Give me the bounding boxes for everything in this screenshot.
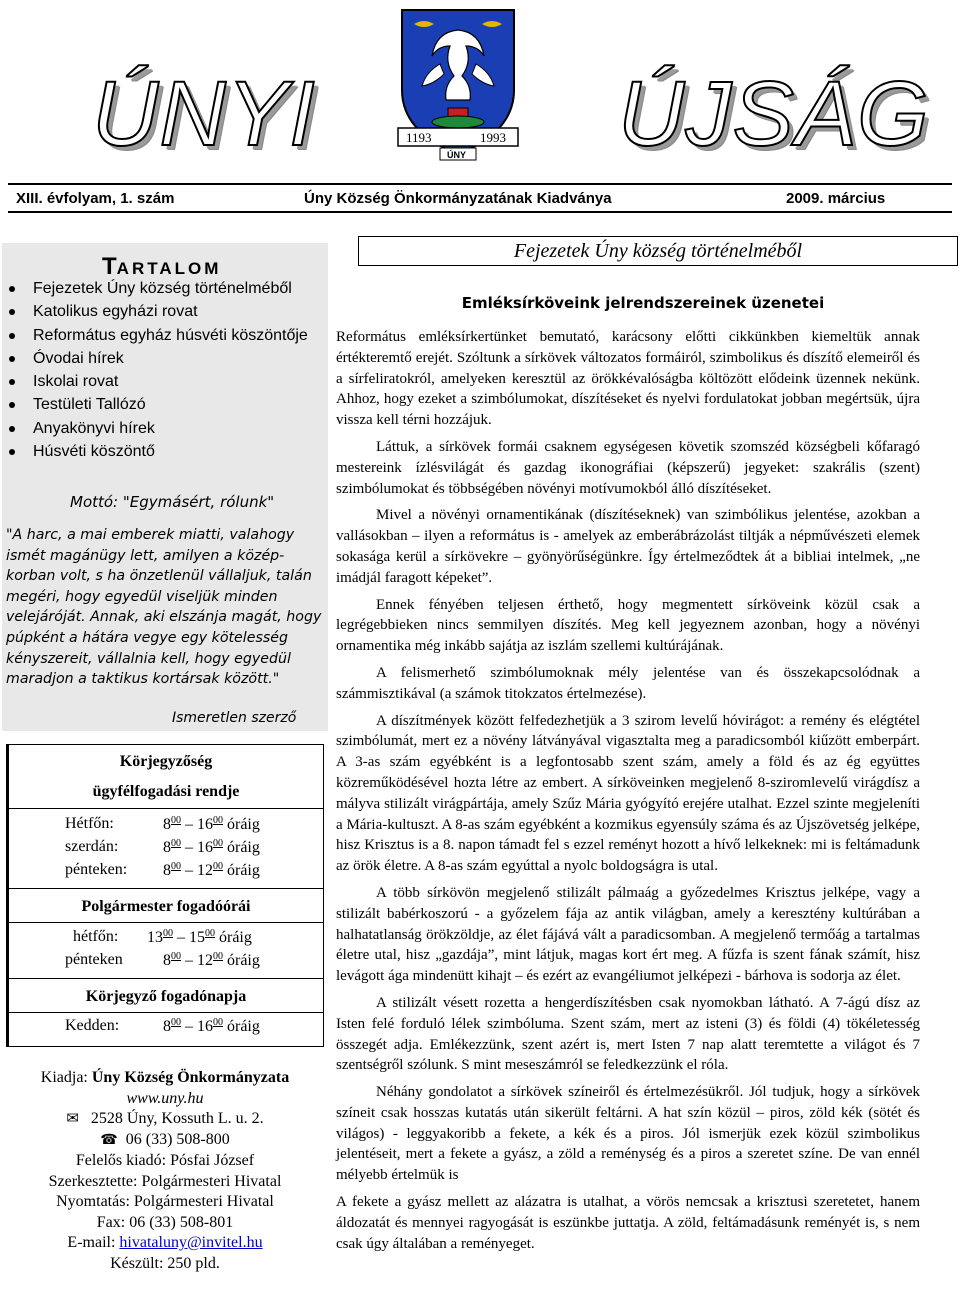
crest-year-left: 1193 — [406, 130, 432, 145]
imprint — [6, 1068, 324, 1274]
imprint-fax: Fax: 06 (33) 508-801 — [96, 1213, 234, 1231]
hours-row: Kedden: $8^{00} - 16^{00}$ óráig — [65, 1017, 260, 1035]
hours-row: pénteken: $8^{00} - 12^{00}$ óráig — [65, 861, 260, 879]
office-hours-box — [6, 744, 324, 1047]
article-body — [336, 327, 950, 1260]
phone-icon: ☎ — [100, 1132, 118, 1148]
issue-volume: XIII. évfolyam, 1. szám — [16, 190, 175, 207]
toc-item[interactable]: Anyakönyvi hírek — [6, 417, 308, 440]
table-of-contents-panel — [2, 243, 328, 731]
crest-year-right: 1993 — [480, 130, 506, 145]
toc-item[interactable]: Református egyház húsvéti köszöntője — [6, 324, 308, 347]
article-paragraph: Református emléksírkertünket bemutató, karácsony előtti cikkünkben kiemeltük annak értékteremtő erejét. Szóltunk a sírkövek változatos formáiról, szimbolikus és díszítő elemeiről és a sírfeliratokról, amelyeken keresztül az örökkévalóságba költözött elődeink üzennek nekünk. Ahhoz, hogy ezeket a szimbólumokat, díszítéseket és nyelvi fordulatokat jobban megértsük, újra vissza kell térni hozzájuk. — [336, 329, 920, 429]
motto-label: Mottó: "Egymásért, rólunk" — [70, 493, 275, 511]
email-link[interactable]: hivataluny@invitel.hu — [119, 1234, 263, 1251]
toc-item[interactable]: Fejezetek Úny község történelméből — [6, 277, 308, 300]
notary-subtitle: ügyfélfogadási rendje — [92, 783, 240, 800]
envelope-icon: ✉ — [66, 1111, 79, 1127]
hours-row: pénteken $8^{00} - 12^{00}$ óráig — [65, 951, 260, 969]
toc-item[interactable]: Iskolai rovat — [6, 370, 308, 393]
article-title: Emléksírköveink jelrendszereinek üzenetei — [461, 294, 825, 312]
imprint-address: ✉ 2528 Úny, Kossuth L. u. 2. — [66, 1110, 264, 1127]
issue-date: 2009. március — [786, 190, 886, 207]
article-paragraph: A felismerhető szimbólumoknak mély jelentése van és összekapcsolódnak a számmisztikával (a számok titokzatos értelmezése). — [336, 664, 920, 702]
motto-quote: "A harc, a mai emberek miatti, valahogy ismét magánügy lett, amilyen a közép-korban volt, s ha önzetlenül vállaljuk, talán megéri, hogy egyedül viseljük minden velejáróját. Annak, aki elszánja magát, hogy púpként a hátára vegye egy kötelesség kényszereit, vállalnia kell, hogy egyedül maradjon a taktikus kortársak között." — [6, 527, 322, 688]
imprint-copies: Készült: 250 pld. — [110, 1254, 220, 1272]
imprint-email: E-mail: hivataluny@invitel.hu — [67, 1234, 263, 1251]
article-paragraph: Mivel a növényi ornamentikának (díszítéseknek) van szimbólikus jelentése, azokban a vallásokban – ilyen a református is - amelyek az emberábrázolást tiltják a népművészeti elemek sokasága kerül a sírkövekre – gyönyörűségünkre. Így értelmeződtek át a bibliai intelmek, „ne imádjál faragott képeket”. — [336, 507, 920, 586]
toc-item[interactable]: Testületi Tallózó — [6, 393, 308, 416]
article-paragraph: A stilizált vésett rozetta a hengerdíszítésben csak nyomokban látható. A 7-ágú dísz az Isten felé forduló lélek szimbóluma. Szent szám, mert az isteni (3) és földi (4) tökéletesség összegét adja. Emlékezzünk, szent azért is, mert Isten 7 nap alatt teremtette a világot és 7 szentségről szólunk. S mint meseszámról se feledkezzünk el róla. — [336, 994, 920, 1074]
toc-heading: TARTALOM — [102, 253, 222, 280]
village-crest-icon — [394, 4, 522, 162]
imprint-website[interactable]: www.uny.hu — [126, 1089, 204, 1107]
imprint-edited-by: Szerkesztette: Polgármesteri Hivatal — [48, 1172, 282, 1190]
quote-author: Ismeretlen szerző — [172, 710, 297, 726]
article-paragraph: Néhány gondolatot a sírkövek színeiről és értelmezésükről. Jól tudjuk, hogy a sírkövek színeit csak hosszas kutatás után sikerült feltárni. A hat szín közül – piros, zöld kék (sötét és világos) - leggyakoribb a fekete, a kék és a piros. Jól ismerjük ezek közül szimbolikus jelentéseit, mert a fekete a gyász, a zöld a reménység és a piros a szeretet színe. De van ennél mélyebb értelmük is — [336, 1084, 920, 1184]
article-paragraph: Ennek fényében teljesen érthető, hogy megmentett sírköveink közül csak a legrégebbieken nincs semmilyen díszítés. Meg kell jegyeznem azonban, hogy a növényi ornamentika még inkább sajátja az iszlám szellemi kultúrájának. — [336, 596, 920, 655]
imprint-publisher: Kiadja: Úny Község Önkormányzata — [40, 1069, 290, 1086]
crest-banner: ÚNY — [447, 150, 467, 160]
toc-list — [6, 277, 308, 463]
toc-item[interactable]: Katolikus egyházi rovat — [6, 300, 308, 323]
newspaper-title-left: ÚNYI — [92, 63, 316, 165]
article-paragraph: A fekete a gyász mellett az alázatra is utalhat, a vörös nemcsak a krisztusi szeretetet, hanem áldozatát és mennyei ragyogását is eszünkbe juttatja. A zöld, feltámadásunk reményét is, s nem csak úgy általában a reményeget. — [336, 1194, 920, 1252]
issue-info-bar — [8, 183, 952, 213]
imprint-phone: ☎ 06 (33) 508-800 — [100, 1130, 230, 1148]
newspaper-title-right: ÚJSÁG — [618, 63, 930, 165]
notary-reception-title: Körjegyző fogadónapja — [85, 988, 247, 1005]
article-paragraph: A díszítmények között felfedezhetjük a 3 szirom levelű hóvirágot: a remény és elégtétel szimbólumát, mert ez a növény látványával vigasztalta meg a paradicsomból kiűzött emberpárt. A 3-as szám egyébként is a legfontosabb szent szám, amely a föld és az ég együttes közreműködésével hozta létre az embert. A sírköveinken megjelenő 8-sziromlevelű virágdísz a mályva stilizált virágpártája, amely Szűz Mária gyógyító erejére utalhat. Ezzel szinte megjeleníti a Mária-kultuszt. A 8-as szám egyébként a kozmikus egyensúly száma és az Újszövetség jelképe, hisz Krisztus is a 8. napon támadt fel s ezzel reményt hozott a hívő lelkeknek: mi is feltámadunk az örök életre. A 8-as szám egyúttal a nyolc boldogságra is utal. — [336, 712, 920, 875]
mayor-hours-title: Polgármester fogadóórái — [81, 898, 251, 915]
imprint-printed-by: Nyomtatás: Polgármesteri Hivatal — [56, 1193, 274, 1210]
notary-title: Körjegyzőség — [119, 753, 213, 770]
imprint-editor: Felelős kiadó: Pósfai József — [75, 1152, 255, 1169]
article-paragraph: Láttuk, a sírkövek formái csaknem egységesen követik szomszéd községbeli kőfaragó mestereink ízlésvilágát és gazdag ikonográfiai (képszerű) jegyeket: szakrális (szent) szimbólumokat és többségében növényi motívumokból álló díszítéseket. — [336, 438, 920, 497]
toc-item[interactable]: Húsvéti köszöntő — [6, 440, 308, 463]
hours-row: szerdán: $8^{00} - 16^{00}$ óráig — [65, 838, 260, 856]
article-paragraph: A több sírkövön megjelenő stilizált pálmaág a győzedelmes Krisztus jelképe, vagy a stilizált babérkoszorú - a győzelem fája az antik világban, amely a keresztény kultúrában a halhatatlanság örökzöldje, az élet fájává vált a paradicsomban. A megjelenő termőág a tartalmas életre utal, hisz „gazdája”, mint látjuk, magas kort ért meg. A fűzfa is szent fának számít, hisz levágott ága mindenütt kihajt – és ezért az evangéliumot jelképezi - bárhova is sodorja az élet. — [336, 884, 920, 985]
issue-publisher: Úny Község Önkormányzatának Kiadványa — [304, 190, 612, 207]
toc-item[interactable]: Óvodai hírek — [6, 347, 308, 370]
hours-row: hétfőn: $13^{00} - 15^{00}$ óráig — [73, 928, 252, 946]
hours-row: Hétfőn: $8^{00} - 16^{00}$ óráig — [65, 815, 260, 833]
section-banner: Fejezetek Úny község történelméből — [358, 236, 958, 266]
